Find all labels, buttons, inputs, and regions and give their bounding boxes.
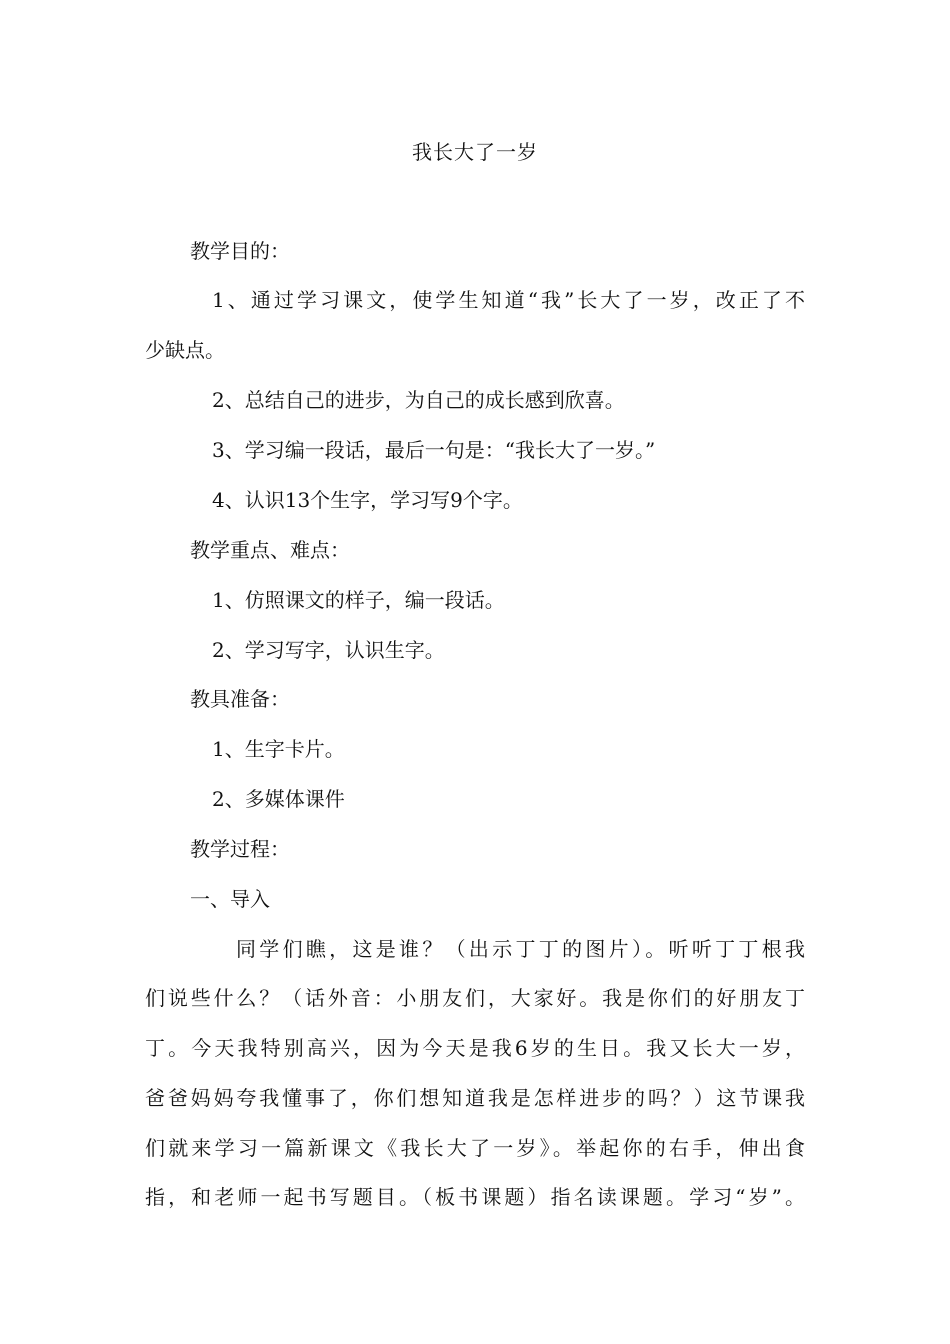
intro-paragraph-line-6: 指，和老师一起书写题目。（板书课题）指名读课题。学习“岁”。 <box>145 1185 805 1209</box>
document-title: 我长大了一岁 <box>412 140 538 164</box>
section-heading-materials: 教具准备： <box>190 687 290 711</box>
intro-paragraph-line-1: 同学们瞧，这是谁？（出示丁丁的图片）。听听丁丁根我 <box>236 937 805 961</box>
intro-paragraph-line-5: 们就来学习一篇新课文《我长大了一岁》。举起你的右手，伸出食 <box>145 1136 805 1160</box>
objective-3: 3、学习编一段话，最后一句是：“我长大了一岁。” <box>212 438 656 462</box>
intro-paragraph-line-2: 们说些什么？（话外音：小朋友们，大家好。我是你们的好朋友丁 <box>145 986 805 1010</box>
material-1: 1、生字卡片。 <box>212 737 345 761</box>
objective-2: 2、总结自己的进步，为自己的成长感到欣喜。 <box>212 388 625 412</box>
key-point-2: 2、学习写字，认识生字。 <box>212 638 445 662</box>
intro-paragraph-line-3: 丁。今天我特别高兴，因为今天是我6岁的生日。我又长大一岁， <box>145 1036 805 1060</box>
subsection-heading-intro: 一、导入 <box>190 887 270 911</box>
section-heading-key-points: 教学重点、难点： <box>190 538 350 562</box>
material-2: 2、多媒体课件 <box>212 787 345 811</box>
section-heading-process: 教学过程： <box>190 837 290 861</box>
section-heading-objectives: 教学目的： <box>190 239 290 263</box>
objective-4: 4、认识13个生字，学习写9个字。 <box>212 488 523 512</box>
objective-1-line-2: 少缺点。 <box>145 338 225 362</box>
intro-paragraph-line-4: 爸爸妈妈夸我懂事了，你们想知道我是怎样进步的吗？）这节课我 <box>145 1086 805 1110</box>
key-point-1: 1、仿照课文的样子，编一段话。 <box>212 588 505 612</box>
objective-1-line-1: 1、通过学习课文，使学生知道“我”长大了一岁，改正了不 <box>212 288 805 312</box>
